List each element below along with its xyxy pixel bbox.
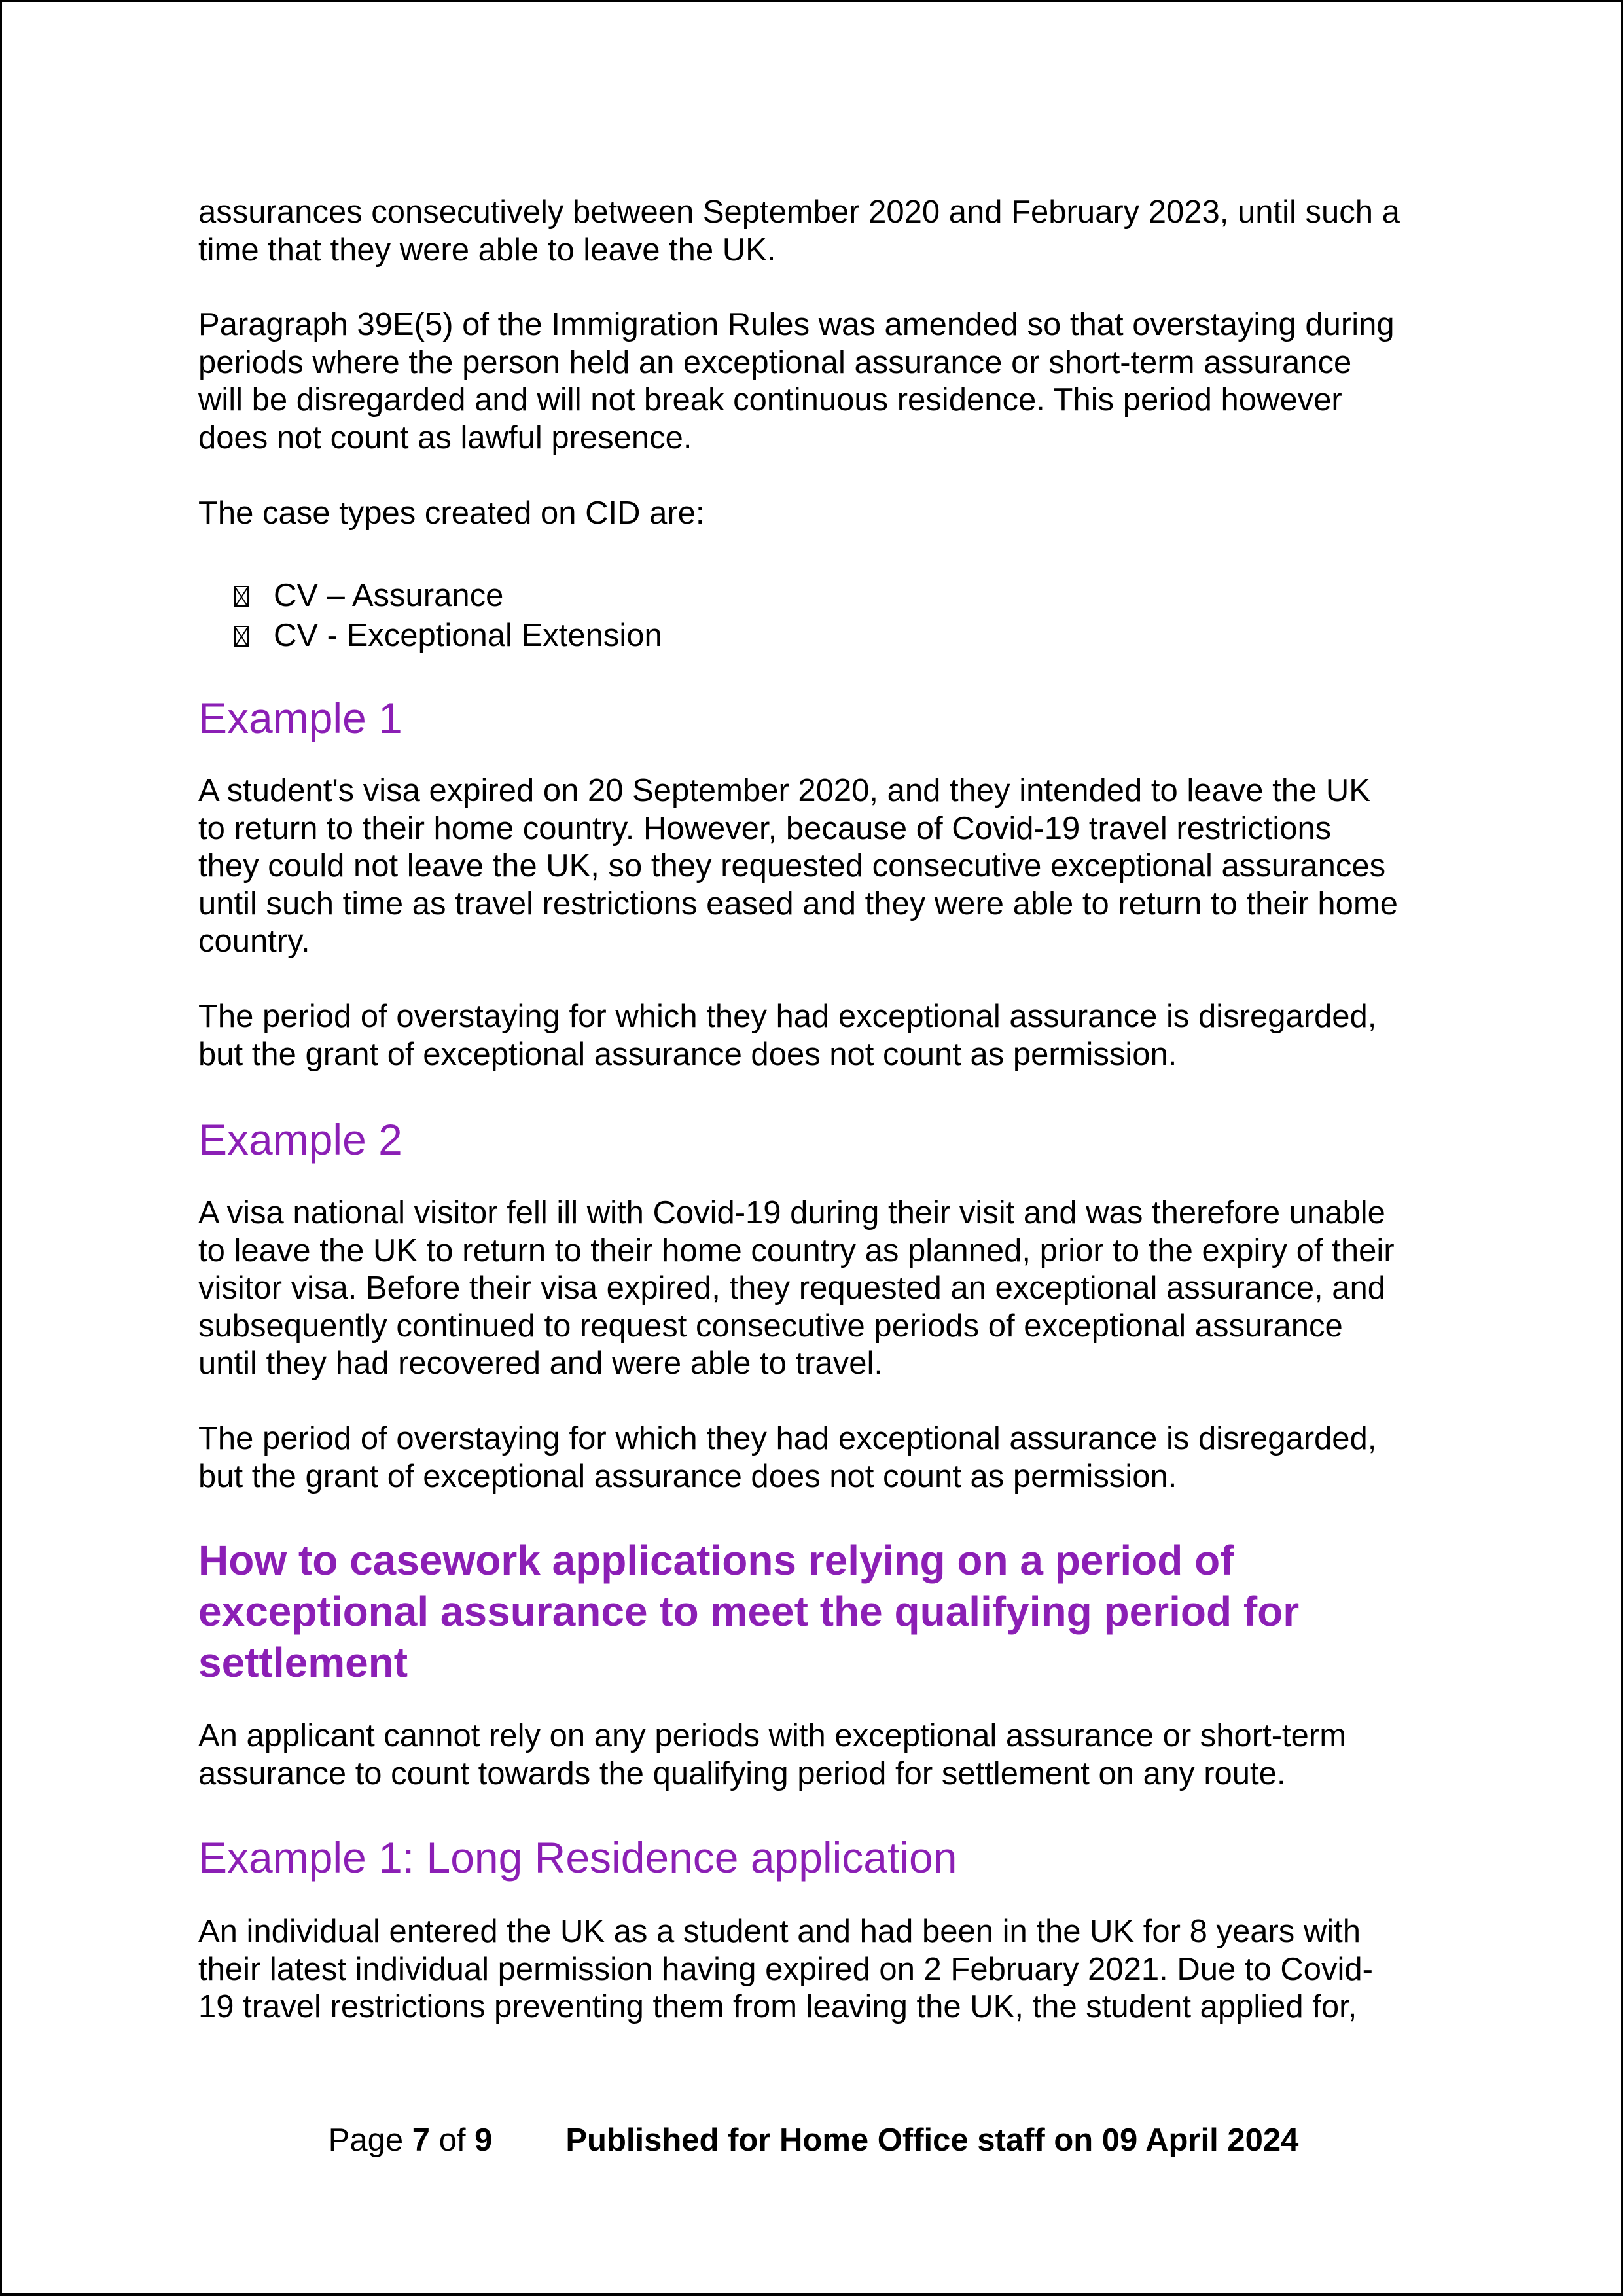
list-item (234, 616, 662, 656)
text-line: country. (198, 924, 310, 959)
case-types-list (234, 576, 662, 656)
text-line: The period of overstaying for which they had exceptional assurance is disregarded, (198, 1421, 1377, 1456)
page-footer (2, 2121, 1623, 2159)
text-line: periods where the person held an exceptional assurance or short-term assurance (198, 344, 1352, 380)
list-item-label: CV - Exceptional Extension (274, 618, 662, 653)
heading-example-1: Example 1 (198, 694, 402, 742)
text-line: assurance to count towards the qualifying period for settlement on any route. (198, 1755, 1286, 1791)
text-line: until such time as travel restrictions eased and they were able to return to their home (198, 886, 1398, 922)
text-line: An applicant cannot rely on any periods with exceptional assurance or short-term (198, 1718, 1347, 1753)
list-item-label: CV – Assurance (274, 578, 504, 613)
text-line: A student's visa expired on 20 September 2020, and they intended to leave the UK (198, 773, 1370, 808)
text-line: until they had recovered and were able to travel. (198, 1346, 883, 1381)
missing-glyph-bullet-icon (234, 626, 249, 647)
text-line: but the grant of exceptional assurance does not count as permission. (198, 1458, 1177, 1494)
text-line: subsequently continued to request consecutive periods of exceptional assurance (198, 1308, 1343, 1344)
long-residence-paragraph (198, 1913, 1442, 2026)
missing-glyph-bullet-icon (234, 586, 249, 607)
paragraph-39e (198, 306, 1442, 457)
text-line: assurances consecutively between September 2020 and February 2023, until such a (198, 194, 1400, 230)
text-line: The period of overstaying for which they had exceptional assurance is disregarded, (198, 999, 1377, 1034)
published-notice: Published for Home Office staff on 09 April 2024 (565, 2123, 1299, 2158)
paragraph-continuation (198, 194, 1442, 269)
example-1-paragraph-2 (198, 998, 1442, 1073)
text-line: An individual entered the UK as a student and had been in the UK for 8 years with (198, 1914, 1361, 1949)
heading-line: settlement (198, 1639, 408, 1686)
text-line: they could not leave the UK, so they requested consecutive exceptional assurances (198, 848, 1386, 884)
text-line: time that they were able to leave the UK. (198, 232, 776, 268)
text-line: to leave the UK to return to their home country as planned, prior to the expiry of their (198, 1232, 1395, 1268)
heading-example-2: Example 2 (198, 1115, 402, 1164)
heading-line: How to casework applications relying on a period of (198, 1537, 1234, 1584)
page-of: of (429, 2123, 475, 2158)
heading-example-long-residence: Example 1: Long Residence application (198, 1833, 957, 1882)
page-current: 7 (412, 2123, 430, 2158)
casework-paragraph (198, 1717, 1442, 1793)
page-number (329, 2123, 493, 2158)
text-line: does not count as lawful presence. (198, 420, 692, 456)
text-line: but the grant of exceptional assurance does not count as permission. (198, 1036, 1177, 1072)
example-1-paragraph-1 (198, 772, 1442, 961)
list-item (234, 576, 662, 616)
example-2-paragraph-2 (198, 1420, 1442, 1496)
heading-casework-section (198, 1535, 1442, 1688)
case-types-intro (198, 495, 1442, 533)
text-line: visitor visa. Before their visa expired, they requested an exceptional assurance, and (198, 1270, 1386, 1306)
text-line: A visa national visitor fell ill with Covid-19 during their visit and was therefore unable (198, 1195, 1385, 1230)
text-line: their latest individual permission having expired on 2 February 2021. Due to Covid- (198, 1951, 1373, 1987)
page-prefix: Page (328, 2123, 412, 2158)
text-line: Paragraph 39E(5) of the Immigration Rules was amended so that overstaying during (198, 307, 1395, 342)
text-line: 19 travel restrictions preventing them from leaving the UK, the student applied for, (198, 1989, 1357, 2024)
text-line: The case types created on CID are: (198, 495, 705, 531)
text-line: to return to their home country. However, because of Covid-19 travel restrictions (198, 810, 1332, 846)
heading-line: exceptional assurance to meet the qualifying period for (198, 1588, 1300, 1635)
example-2-paragraph-1 (198, 1194, 1442, 1383)
text-line: will be disregarded and will not break continuous residence. This period however (198, 382, 1342, 418)
page-total: 9 (474, 2123, 493, 2158)
